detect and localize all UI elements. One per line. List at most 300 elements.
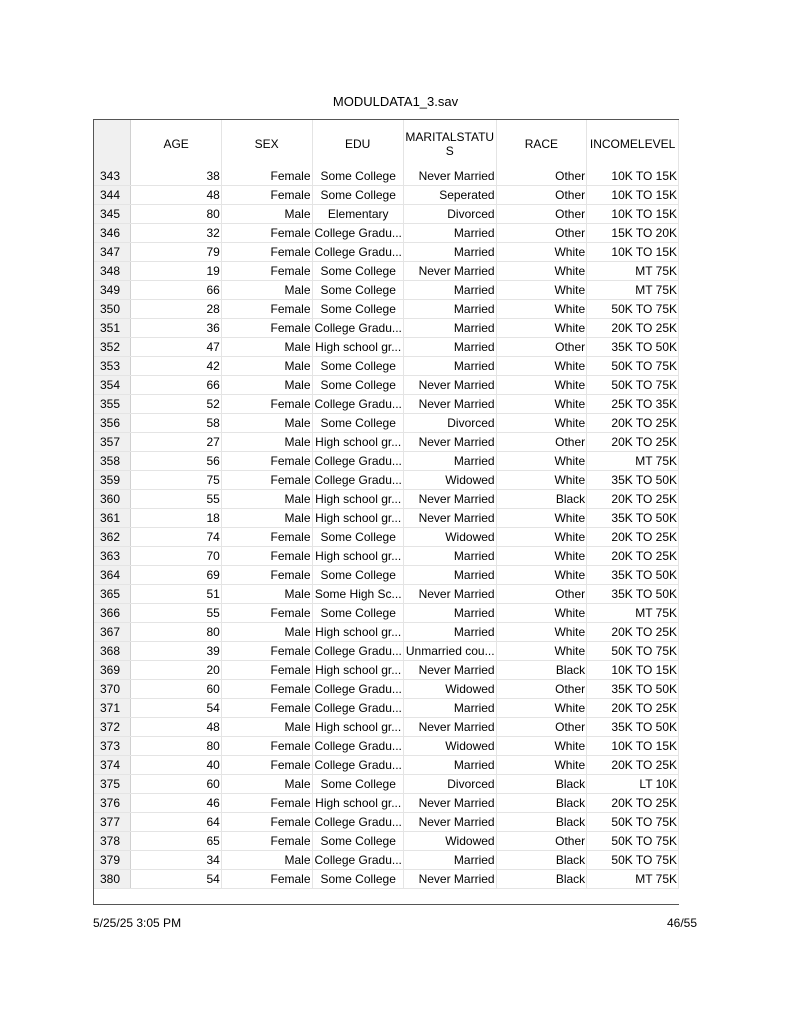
edu-cell[interactable]: Some College [312,414,403,433]
maritalstatus-cell[interactable]: Divorced [403,775,496,794]
sex-cell[interactable]: Female [221,300,312,319]
table-row[interactable] [94,870,679,889]
column-header-incomelevel[interactable]: INCOMELEVEL [587,120,679,167]
race-cell[interactable]: Other [496,832,587,851]
sex-cell[interactable]: Female [221,547,312,566]
table-row[interactable] [94,813,679,832]
maritalstatus-cell[interactable]: Married [403,243,496,262]
sex-cell[interactable]: Female [221,756,312,775]
maritalstatus-cell[interactable]: Married [403,756,496,775]
race-cell[interactable]: White [496,300,587,319]
edu-cell[interactable]: Some College [312,870,403,889]
table-row[interactable] [94,680,679,699]
sex-cell[interactable]: Male [221,775,312,794]
age-cell[interactable]: 64 [131,813,221,832]
race-cell[interactable]: White [496,547,587,566]
sex-cell[interactable]: Female [221,243,312,262]
race-cell[interactable]: White [496,319,587,338]
column-header-maritalstatus[interactable]: MARITALSTATUS [403,120,496,167]
maritalstatus-cell[interactable]: Never Married [403,262,496,281]
sex-cell[interactable]: Female [221,319,312,338]
table-row[interactable] [94,832,679,851]
race-cell[interactable]: White [496,414,587,433]
race-cell[interactable]: Other [496,186,587,205]
race-cell[interactable]: Other [496,585,587,604]
column-header-edu[interactable]: EDU [312,120,403,167]
table-row[interactable] [94,490,679,509]
race-cell[interactable]: White [496,756,587,775]
maritalstatus-cell[interactable]: Unmarried cou... [403,642,496,661]
race-cell[interactable]: Other [496,224,587,243]
row-number-cell: 370 [94,680,131,699]
incomelevel-cell[interactable]: 50K TO 75K [587,357,679,376]
row-number-cell: 350 [94,300,131,319]
maritalstatus-cell[interactable]: Widowed [403,737,496,756]
table-row[interactable] [94,737,679,756]
incomelevel-cell[interactable]: 20K TO 25K [587,547,679,566]
maritalstatus-cell[interactable]: Never Married [403,395,496,414]
sex-cell[interactable]: Male [221,718,312,737]
incomelevel-cell[interactable]: 10K TO 15K [587,205,679,224]
row-number-cell: 376 [94,794,131,813]
row-number-cell: 374 [94,756,131,775]
incomelevel-cell[interactable]: 20K TO 25K [587,623,679,642]
age-cell[interactable]: 48 [131,718,221,737]
age-cell[interactable]: 70 [131,547,221,566]
race-cell[interactable]: Other [496,338,587,357]
race-cell[interactable]: White [496,376,587,395]
table-row[interactable] [94,319,679,338]
row-number-cell: 364 [94,566,131,585]
maritalstatus-cell[interactable]: Never Married [403,509,496,528]
sex-cell[interactable]: Female [221,832,312,851]
race-cell[interactable]: Other [496,205,587,224]
edu-cell[interactable]: College Gradu... [312,699,403,718]
maritalstatus-cell[interactable]: Never Married [403,718,496,737]
age-cell[interactable]: 54 [131,699,221,718]
age-cell[interactable]: 69 [131,566,221,585]
incomelevel-cell[interactable]: 50K TO 75K [587,376,679,395]
edu-cell[interactable]: College Gradu... [312,243,403,262]
table-row[interactable] [94,376,679,395]
maritalstatus-cell[interactable]: Married [403,623,496,642]
edu-cell[interactable]: Some College [312,566,403,585]
sex-cell[interactable]: Female [221,262,312,281]
table-row[interactable] [94,604,679,623]
row-number-cell: 369 [94,661,131,680]
sex-cell[interactable]: Male [221,281,312,300]
sex-cell[interactable]: Female [221,471,312,490]
sex-cell[interactable]: Male [221,585,312,604]
maritalstatus-cell[interactable]: Widowed [403,528,496,547]
maritalstatus-cell[interactable]: Seperated [403,186,496,205]
row-number-cell: 344 [94,186,131,205]
age-cell[interactable]: 65 [131,832,221,851]
incomelevel-cell[interactable]: 50K TO 75K [587,813,679,832]
maritalstatus-cell[interactable]: Never Married [403,433,496,452]
maritalstatus-cell[interactable]: Married [403,357,496,376]
race-cell[interactable]: Black [496,775,587,794]
sex-cell[interactable]: Male [221,433,312,452]
row-number-cell: 365 [94,585,131,604]
sex-cell[interactable]: Female [221,680,312,699]
edu-cell[interactable]: Some College [312,832,403,851]
age-cell[interactable]: 46 [131,794,221,813]
incomelevel-cell[interactable]: 35K TO 50K [587,509,679,528]
row-number-header [94,120,131,167]
maritalstatus-cell[interactable]: Never Married [403,490,496,509]
edu-cell[interactable]: Some College [312,357,403,376]
race-cell[interactable]: White [496,395,587,414]
incomelevel-cell[interactable]: 20K TO 25K [587,490,679,509]
sex-cell[interactable]: Male [221,851,312,870]
row-number-cell: 345 [94,205,131,224]
age-cell[interactable]: 55 [131,604,221,623]
maritalstatus-cell[interactable]: Married [403,566,496,585]
age-cell[interactable]: 19 [131,262,221,281]
sex-cell[interactable]: Female [221,737,312,756]
maritalstatus-cell[interactable]: Never Married [403,167,496,186]
sex-cell[interactable]: Female [221,604,312,623]
edu-cell[interactable]: Some College [312,376,403,395]
age-cell[interactable]: 20 [131,661,221,680]
edu-cell[interactable]: High school gr... [312,661,403,680]
edu-cell[interactable]: Some College [312,300,403,319]
table-row[interactable] [94,699,679,718]
table-row[interactable] [94,186,679,205]
maritalstatus-cell[interactable]: Divorced [403,414,496,433]
maritalstatus-cell[interactable]: Married [403,224,496,243]
race-cell[interactable]: White [496,471,587,490]
row-number-cell: 375 [94,775,131,794]
age-cell[interactable]: 54 [131,870,221,889]
age-cell[interactable]: 51 [131,585,221,604]
race-cell[interactable]: White [496,281,587,300]
maritalstatus-cell[interactable]: Never Married [403,870,496,889]
incomelevel-cell[interactable]: 20K TO 25K [587,433,679,452]
table-row[interactable] [94,794,679,813]
sex-cell[interactable]: Male [221,623,312,642]
sex-cell[interactable]: Female [221,870,312,889]
race-cell[interactable]: White [496,699,587,718]
incomelevel-cell[interactable]: 10K TO 15K [587,243,679,262]
race-cell[interactable]: White [496,262,587,281]
incomelevel-cell[interactable]: MT 75K [587,262,679,281]
edu-cell[interactable]: High school gr... [312,490,403,509]
table-row[interactable] [94,224,679,243]
incomelevel-cell[interactable]: 50K TO 75K [587,851,679,870]
edu-cell[interactable]: High school gr... [312,794,403,813]
incomelevel-cell[interactable]: LT 10K [587,775,679,794]
edu-cell[interactable]: College Gradu... [312,737,403,756]
incomelevel-cell[interactable]: 50K TO 75K [587,300,679,319]
edu-cell[interactable]: Some College [312,604,403,623]
incomelevel-cell[interactable]: 10K TO 15K [587,167,679,186]
edu-cell[interactable]: Some High Sc... [312,585,403,604]
race-cell[interactable]: Black [496,813,587,832]
incomelevel-cell[interactable]: 35K TO 50K [587,680,679,699]
column-header-age[interactable]: AGE [131,120,221,167]
maritalstatus-cell[interactable]: Never Married [403,376,496,395]
row-number-cell: 380 [94,870,131,889]
maritalstatus-cell[interactable]: Never Married [403,813,496,832]
race-cell[interactable]: White [496,243,587,262]
sex-cell[interactable]: Male [221,205,312,224]
maritalstatus-cell[interactable]: Divorced [403,205,496,224]
incomelevel-cell[interactable]: MT 75K [587,281,679,300]
incomelevel-cell[interactable]: 35K TO 50K [587,718,679,737]
row-number-cell: 346 [94,224,131,243]
row-number-cell: 379 [94,851,131,870]
age-cell[interactable]: 40 [131,756,221,775]
race-cell[interactable]: Black [496,870,587,889]
edu-cell[interactable]: Some College [312,186,403,205]
sex-cell[interactable]: Female [221,699,312,718]
incomelevel-cell[interactable]: 10K TO 15K [587,186,679,205]
maritalstatus-cell[interactable]: Married [403,319,496,338]
age-cell[interactable]: 80 [131,205,221,224]
incomelevel-cell[interactable]: 10K TO 15K [587,661,679,680]
edu-cell[interactable]: Some College [312,528,403,547]
table-row[interactable] [94,167,679,186]
age-cell[interactable]: 39 [131,642,221,661]
age-cell[interactable]: 38 [131,167,221,186]
sex-cell[interactable]: Male [221,414,312,433]
maritalstatus-cell[interactable]: Married [403,604,496,623]
age-cell[interactable]: 58 [131,414,221,433]
row-number-cell: 359 [94,471,131,490]
sex-cell[interactable]: Female [221,794,312,813]
race-cell[interactable]: Other [496,718,587,737]
row-number-cell: 377 [94,813,131,832]
maritalstatus-cell[interactable]: Widowed [403,471,496,490]
edu-cell[interactable]: College Gradu... [312,395,403,414]
column-header-sex[interactable]: SEX [221,120,312,167]
sex-cell[interactable]: Female [221,528,312,547]
data-grid [93,119,679,905]
age-cell[interactable]: 75 [131,471,221,490]
race-cell[interactable]: White [496,604,587,623]
race-cell[interactable]: Black [496,661,587,680]
incomelevel-cell[interactable]: 10K TO 15K [587,737,679,756]
sex-cell[interactable]: Female [221,224,312,243]
incomelevel-cell[interactable]: 35K TO 50K [587,338,679,357]
row-number-cell: 353 [94,357,131,376]
race-cell[interactable]: Other [496,167,587,186]
edu-cell[interactable]: College Gradu... [312,319,403,338]
race-cell[interactable]: White [496,528,587,547]
incomelevel-cell[interactable]: 20K TO 25K [587,699,679,718]
sex-cell[interactable]: Female [221,395,312,414]
incomelevel-cell[interactable]: 35K TO 50K [587,566,679,585]
sex-cell[interactable]: Female [221,642,312,661]
table-row[interactable] [94,509,679,528]
age-cell[interactable]: 42 [131,357,221,376]
race-cell[interactable]: White [496,737,587,756]
incomelevel-cell[interactable]: 20K TO 25K [587,794,679,813]
table-row[interactable] [94,585,679,604]
maritalstatus-cell[interactable]: Widowed [403,832,496,851]
race-cell[interactable]: White [496,357,587,376]
edu-cell[interactable]: College Gradu... [312,471,403,490]
race-cell[interactable]: Other [496,433,587,452]
maritalstatus-cell[interactable]: Married [403,851,496,870]
sex-cell[interactable]: Female [221,186,312,205]
edu-cell[interactable]: Elementary [312,205,403,224]
table-row[interactable] [94,452,679,471]
race-cell[interactable]: White [496,566,587,585]
table-row[interactable] [94,281,679,300]
table-row[interactable] [94,661,679,680]
edu-cell[interactable]: High school gr... [312,338,403,357]
table-row[interactable] [94,528,679,547]
row-number-cell: 367 [94,623,131,642]
table-row[interactable] [94,205,679,224]
incomelevel-cell[interactable]: 20K TO 25K [587,319,679,338]
table-row[interactable] [94,300,679,319]
maritalstatus-cell[interactable]: Married [403,699,496,718]
table-row[interactable] [94,566,679,585]
sex-cell[interactable]: Female [221,566,312,585]
table-row[interactable] [94,414,679,433]
age-cell[interactable]: 56 [131,452,221,471]
age-cell[interactable]: 55 [131,490,221,509]
age-cell[interactable]: 18 [131,509,221,528]
table-row[interactable] [94,642,679,661]
incomelevel-cell[interactable]: 20K TO 25K [587,756,679,775]
edu-cell[interactable]: High school gr... [312,623,403,642]
row-number-cell: 371 [94,699,131,718]
sex-cell[interactable]: Male [221,357,312,376]
table-row[interactable] [94,547,679,566]
sex-cell[interactable]: Male [221,338,312,357]
row-number-cell: 366 [94,604,131,623]
sex-cell[interactable]: Female [221,452,312,471]
edu-cell[interactable]: High school gr... [312,509,403,528]
incomelevel-cell[interactable]: 15K TO 20K [587,224,679,243]
row-number-cell: 355 [94,395,131,414]
table-row[interactable] [94,623,679,642]
edu-cell[interactable]: College Gradu... [312,756,403,775]
row-number-cell: 352 [94,338,131,357]
age-cell[interactable]: 66 [131,281,221,300]
maritalstatus-cell[interactable]: Married [403,281,496,300]
row-number-cell: 373 [94,737,131,756]
age-cell[interactable]: 60 [131,680,221,699]
race-cell[interactable]: White [496,509,587,528]
sex-cell[interactable]: Female [221,813,312,832]
edu-cell[interactable]: Some College [312,262,403,281]
edu-cell[interactable]: College Gradu... [312,452,403,471]
maritalstatus-cell[interactable]: Widowed [403,680,496,699]
sex-cell[interactable]: Female [221,661,312,680]
table-row[interactable] [94,395,679,414]
age-cell[interactable]: 48 [131,186,221,205]
race-cell[interactable]: Black [496,794,587,813]
age-cell[interactable]: 60 [131,775,221,794]
table-row[interactable] [94,243,679,262]
race-cell[interactable]: White [496,452,587,471]
edu-cell[interactable]: Some College [312,281,403,300]
incomelevel-cell[interactable]: 25K TO 35K [587,395,679,414]
edu-cell[interactable]: College Gradu... [312,680,403,699]
header-row [94,120,679,167]
incomelevel-cell[interactable]: 20K TO 25K [587,528,679,547]
maritalstatus-cell[interactable]: Married [403,547,496,566]
edu-cell[interactable]: High school gr... [312,718,403,737]
age-cell[interactable]: 80 [131,737,221,756]
race-cell[interactable]: White [496,642,587,661]
table-row[interactable] [94,357,679,376]
age-cell[interactable]: 74 [131,528,221,547]
edu-cell[interactable]: High school gr... [312,433,403,452]
table-row[interactable] [94,338,679,357]
incomelevel-cell[interactable]: 35K TO 50K [587,585,679,604]
edu-cell[interactable]: College Gradu... [312,224,403,243]
sex-cell[interactable]: Female [221,167,312,186]
table-row[interactable] [94,775,679,794]
age-cell[interactable]: 32 [131,224,221,243]
table-row[interactable] [94,262,679,281]
age-cell[interactable]: 28 [131,300,221,319]
edu-cell[interactable]: Some College [312,775,403,794]
incomelevel-cell[interactable]: MT 75K [587,452,679,471]
age-cell[interactable]: 47 [131,338,221,357]
age-cell[interactable]: 79 [131,243,221,262]
table-row[interactable] [94,851,679,870]
row-number-cell: 343 [94,167,131,186]
age-cell[interactable]: 80 [131,623,221,642]
maritalstatus-cell[interactable]: Never Married [403,794,496,813]
row-number-cell: 358 [94,452,131,471]
edu-cell[interactable]: College Gradu... [312,813,403,832]
maritalstatus-cell[interactable]: Married [403,300,496,319]
age-cell[interactable]: 27 [131,433,221,452]
edu-cell[interactable]: High school gr... [312,547,403,566]
sex-cell[interactable]: Male [221,509,312,528]
table-row[interactable] [94,471,679,490]
race-cell[interactable]: White [496,623,587,642]
incomelevel-cell[interactable]: 35K TO 50K [587,471,679,490]
race-cell[interactable]: Black [496,851,587,870]
incomelevel-cell[interactable]: MT 75K [587,604,679,623]
sex-cell[interactable]: Male [221,376,312,395]
edu-cell[interactable]: College Gradu... [312,642,403,661]
incomelevel-cell[interactable]: MT 75K [587,870,679,889]
column-header-race[interactable]: RACE [496,120,587,167]
row-number-cell: 360 [94,490,131,509]
table-row[interactable] [94,718,679,737]
race-cell[interactable]: Other [496,680,587,699]
incomelevel-cell[interactable]: 50K TO 75K [587,642,679,661]
maritalstatus-cell[interactable]: Married [403,452,496,471]
race-cell[interactable]: Black [496,490,587,509]
age-cell[interactable]: 34 [131,851,221,870]
table-row[interactable] [94,756,679,775]
table-row[interactable] [94,433,679,452]
maritalstatus-cell[interactable]: Married [403,338,496,357]
age-cell[interactable]: 36 [131,319,221,338]
incomelevel-cell[interactable]: 50K TO 75K [587,832,679,851]
sex-cell[interactable]: Male [221,490,312,509]
maritalstatus-cell[interactable]: Never Married [403,585,496,604]
age-cell[interactable]: 66 [131,376,221,395]
edu-cell[interactable]: College Gradu... [312,851,403,870]
maritalstatus-cell[interactable]: Never Married [403,661,496,680]
incomelevel-cell[interactable]: 20K TO 25K [587,414,679,433]
age-cell[interactable]: 52 [131,395,221,414]
edu-cell[interactable]: Some College [312,167,403,186]
